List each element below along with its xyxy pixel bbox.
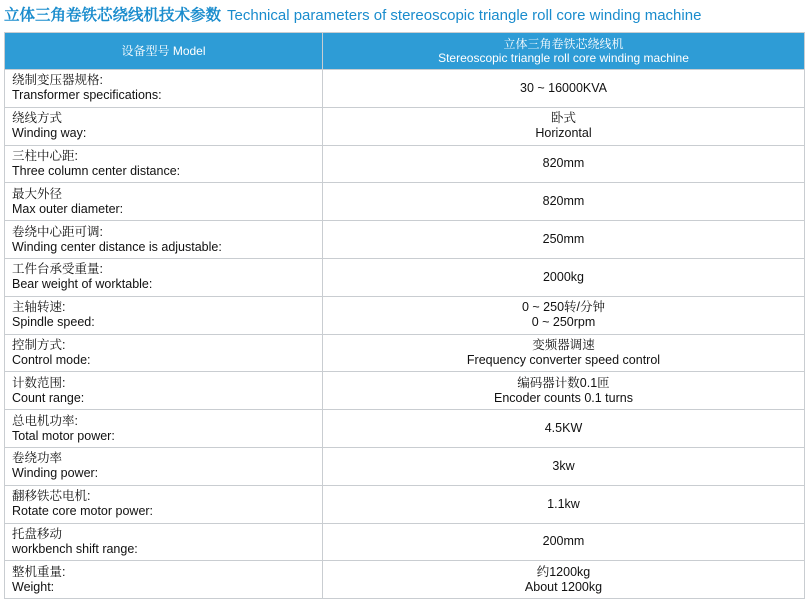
title-en: Technical parameters of stereoscopic triangle roll core winding machine [227, 7, 702, 24]
machine-name-cn: 立体三角卷铁芯绕线机 [503, 37, 624, 51]
param-label-cn: 卷绕功率 [12, 451, 63, 466]
table-row [5, 70, 805, 108]
machine-name-en: Stereoscopic triangle roll core winding machine [438, 51, 689, 65]
param-label-cn: 控制方式: [12, 337, 66, 352]
param-value: 250mm [542, 232, 585, 247]
param-value: 820mm [542, 194, 585, 209]
param-label-cell [5, 523, 323, 561]
param-value-cell [323, 334, 805, 372]
param-label-en: Control mode: [12, 352, 91, 367]
table-row [5, 485, 805, 523]
table-row [5, 410, 805, 448]
model-header-label: 设备型号 Model [121, 44, 206, 58]
param-label-en: Rotate core motor power: [12, 504, 154, 519]
param-label-en: Weight: [12, 579, 55, 594]
table-row [5, 221, 805, 259]
param-label-en: Transformer specifications: [12, 88, 162, 103]
param-label-cell [5, 561, 323, 599]
table-row [5, 145, 805, 183]
param-value-cell [323, 107, 805, 145]
param-value-cell [323, 221, 805, 259]
param-value: 变频器调速 [532, 337, 595, 352]
param-label-en: Max outer diameter: [12, 201, 124, 216]
param-value-cell [323, 70, 805, 108]
param-label-cell [5, 410, 323, 448]
table-row [5, 523, 805, 561]
param-label-cell [5, 296, 323, 334]
table-row [5, 258, 805, 296]
param-label-cell [5, 107, 323, 145]
param-label-cell [5, 70, 323, 108]
param-value-cell [323, 485, 805, 523]
param-label-cn: 卷绕中心距可调: [12, 224, 103, 239]
param-label-cn: 计数范围: [12, 375, 66, 390]
param-value-cell [323, 523, 805, 561]
param-label-en: Count range: [12, 390, 85, 405]
param-value: Horizontal [535, 126, 592, 141]
table-row [5, 334, 805, 372]
param-value: 2000kg [542, 269, 584, 284]
param-label-cn: 整机重量: [12, 564, 66, 579]
param-label-cn: 三柱中心距: [12, 148, 78, 163]
param-label-en: Winding power: [12, 466, 99, 481]
param-label-en: Total motor power: [12, 428, 115, 443]
table-header-row [5, 33, 805, 70]
table-row [5, 107, 805, 145]
param-value: 0 ~ 250转/分钟 [521, 300, 606, 315]
param-label-cn: 主轴转速: [12, 300, 66, 315]
param-value: 0 ~ 250rpm [531, 315, 596, 330]
param-label-en: Bear weight of worktable: [12, 277, 153, 292]
param-value-cell [323, 410, 805, 448]
param-value: 1.1kw [547, 496, 580, 511]
param-value: 3kw [552, 458, 575, 473]
param-label-en: Winding way: [12, 126, 87, 141]
page-title [4, 5, 701, 27]
param-label-cell [5, 258, 323, 296]
machine-header-cell [323, 33, 805, 70]
param-value-cell [323, 145, 805, 183]
title-cn: 立体三角卷铁芯绕线机技术参数 [4, 7, 222, 24]
param-value-cell [323, 447, 805, 485]
param-value: 卧式 [550, 111, 576, 126]
param-value-cell [323, 183, 805, 221]
table-row [5, 561, 805, 599]
spec-table [4, 32, 805, 599]
param-label-cell [5, 485, 323, 523]
param-value-cell [323, 561, 805, 599]
param-label-en: Winding center distance is adjustable: [12, 239, 222, 254]
param-label-cell [5, 221, 323, 259]
param-label-cn: 绕线方式 [12, 111, 63, 126]
param-label-cn: 工件台承受重量: [12, 262, 103, 277]
table-row [5, 183, 805, 221]
param-value: About 1200kg [524, 579, 603, 594]
model-header-cell [5, 33, 323, 70]
param-value: 30 ~ 16000KVA [520, 80, 607, 95]
param-label-cn: 总电机功率: [12, 413, 78, 428]
param-value: 820mm [542, 156, 585, 171]
param-label-cell [5, 183, 323, 221]
param-value-cell [323, 372, 805, 410]
param-value: Frequency converter speed control [466, 352, 661, 367]
param-label-cell [5, 145, 323, 183]
param-value: 约1200kg [536, 564, 591, 579]
param-label-en: Spindle speed: [12, 315, 95, 330]
param-label-cn: 托盘移动 [12, 526, 63, 541]
param-value: 200mm [542, 534, 585, 549]
param-label-cn: 最大外径 [12, 186, 63, 201]
table-row [5, 447, 805, 485]
param-label-cell [5, 447, 323, 485]
param-value: 编码器计数0.1匝 [517, 375, 610, 390]
param-label-cn: 绕制变压器规格: [12, 73, 103, 88]
param-label-en: Three column center distance: [12, 163, 181, 178]
param-label-cn: 翻移铁芯电机: [12, 489, 91, 504]
param-value-cell [323, 258, 805, 296]
param-label-en: workbench shift range: [12, 541, 138, 556]
param-value: Encoder counts 0.1 turns [494, 390, 633, 405]
param-label-cell [5, 372, 323, 410]
param-label-cell [5, 334, 323, 372]
param-value: 4.5KW [544, 421, 583, 436]
spec-table-body [5, 70, 805, 599]
param-value-cell [323, 296, 805, 334]
table-row [5, 372, 805, 410]
table-row [5, 296, 805, 334]
